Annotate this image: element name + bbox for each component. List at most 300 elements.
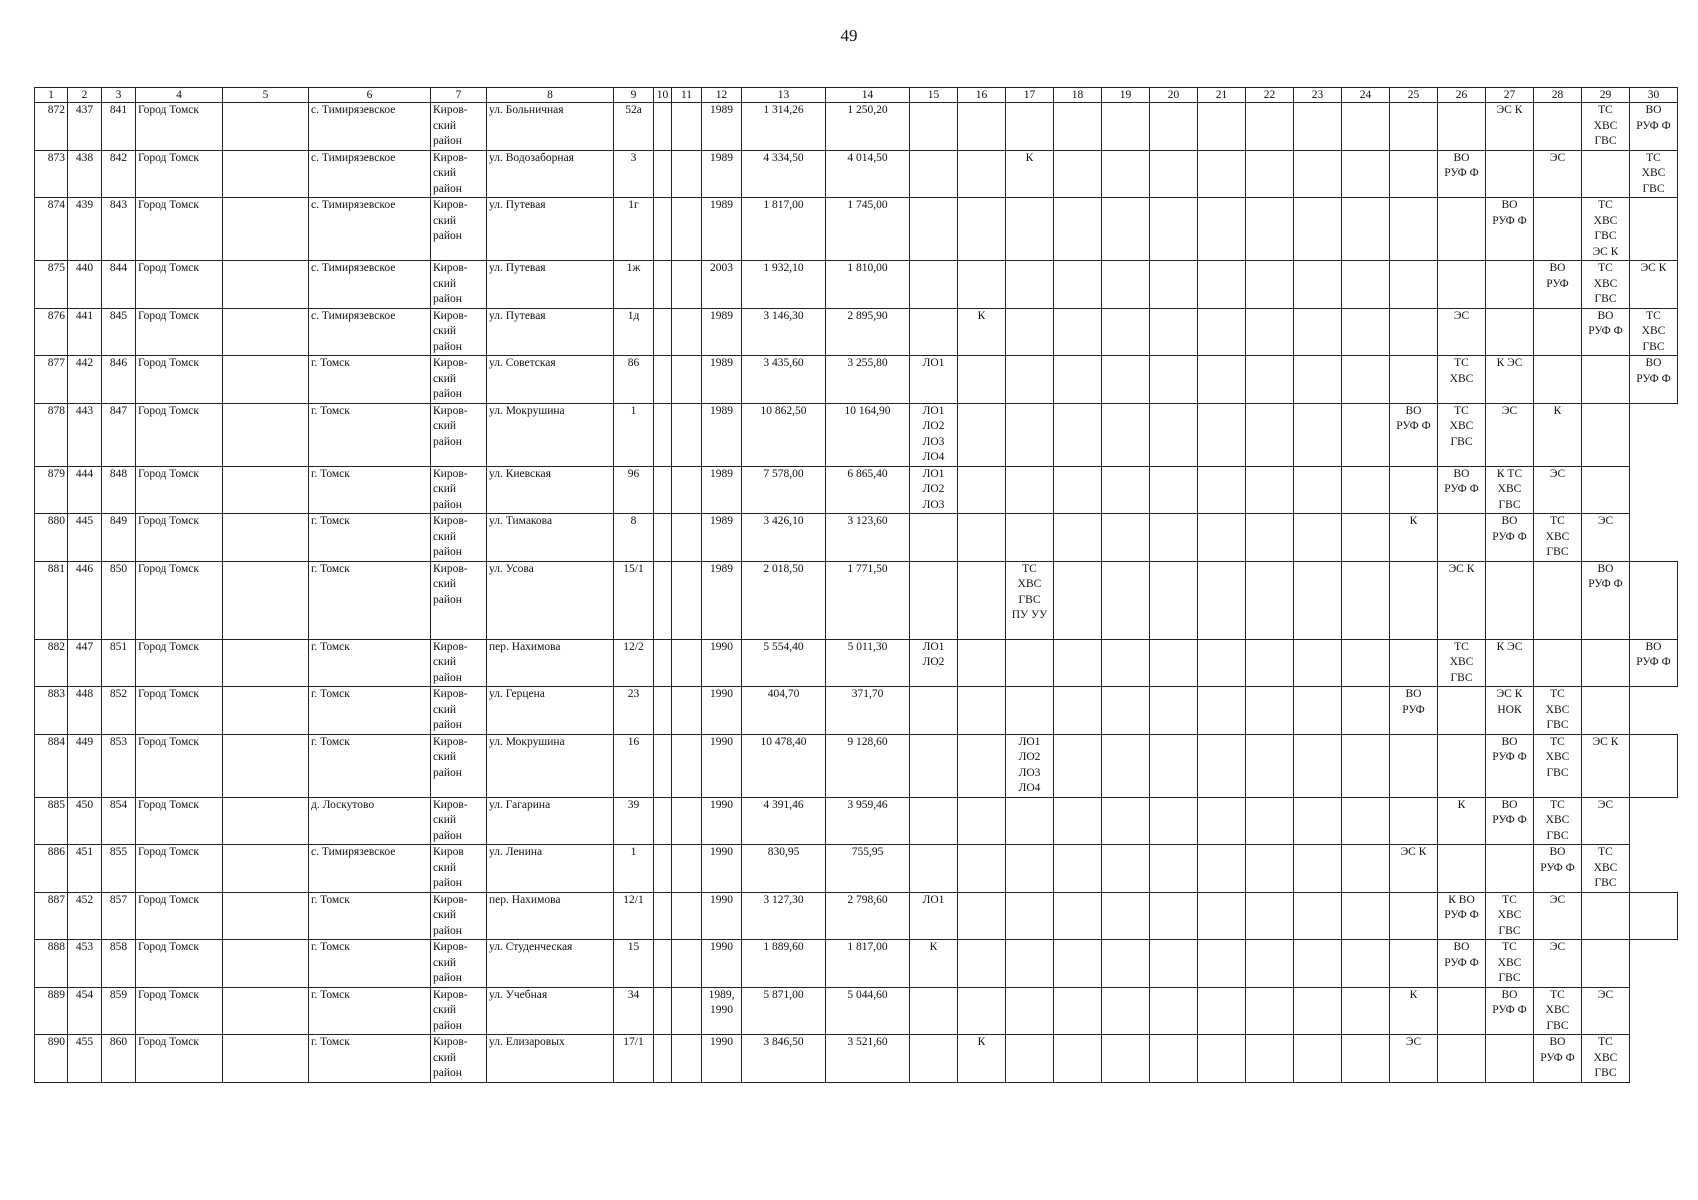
- table-cell: [1054, 356, 1102, 404]
- table-cell: [1342, 940, 1390, 988]
- table-cell: 39: [614, 797, 654, 845]
- table-cell: 86: [614, 356, 654, 404]
- table-cell: [1294, 687, 1342, 735]
- table-cell: 440: [68, 261, 102, 309]
- table-cell: с. Тимирязевское: [309, 845, 431, 893]
- table-cell: 1 932,10: [742, 261, 826, 309]
- column-header: 13: [742, 88, 826, 103]
- table-cell: 1989: [702, 561, 742, 639]
- table-cell: ТС ХВС ГВС: [1582, 103, 1630, 151]
- table-cell: 1989: [702, 103, 742, 151]
- table-cell: [223, 561, 309, 639]
- table-cell: К: [1006, 150, 1054, 198]
- table-cell: Киров- ский район: [431, 940, 487, 988]
- table-cell: 1 745,00: [826, 198, 910, 261]
- table-cell: [1006, 797, 1054, 845]
- table-cell: ЭС: [1582, 797, 1630, 845]
- table-cell: [1534, 561, 1582, 639]
- table-cell: ЭС: [1486, 403, 1534, 466]
- table-cell: ЭС: [1582, 514, 1630, 562]
- table-cell: 1д: [614, 308, 654, 356]
- table-cell: Киров- ский район: [431, 356, 487, 404]
- table-cell: [1102, 845, 1150, 893]
- table-cell: ТС ХВС ГВС: [1582, 845, 1630, 893]
- table-cell: 1 250,20: [826, 103, 910, 151]
- table-cell: [1054, 514, 1102, 562]
- table-cell: 1989: [702, 198, 742, 261]
- table-cell: [1486, 845, 1534, 893]
- table-cell: [654, 734, 672, 797]
- column-header: 2: [68, 88, 102, 103]
- table-cell: пер. Нахимова: [487, 639, 614, 687]
- table-cell: 859: [102, 987, 136, 1035]
- table-cell: [654, 639, 672, 687]
- table-cell: [1006, 103, 1054, 151]
- table-cell: 10 478,40: [742, 734, 826, 797]
- table-cell: Киров ский район: [431, 845, 487, 893]
- table-cell: [958, 466, 1006, 514]
- table-cell: ул. Путевая: [487, 261, 614, 309]
- table-cell: 890: [35, 1035, 68, 1083]
- table-cell: [1054, 797, 1102, 845]
- table-cell: [223, 797, 309, 845]
- table-cell: 872: [35, 103, 68, 151]
- table-cell: [1006, 687, 1054, 735]
- table-cell: Город Томск: [136, 198, 223, 261]
- table-cell: [1198, 940, 1246, 988]
- table-cell: [910, 797, 958, 845]
- table-cell: ТС ХВС ГВС: [1534, 514, 1582, 562]
- table-cell: 858: [102, 940, 136, 988]
- table-cell: [1342, 198, 1390, 261]
- table-cell: 437: [68, 103, 102, 151]
- table-cell: Город Томск: [136, 308, 223, 356]
- table-cell: 1989: [702, 308, 742, 356]
- table-cell: 5 011,30: [826, 639, 910, 687]
- table-cell: г. Томск: [309, 403, 431, 466]
- table-cell: [223, 261, 309, 309]
- table-cell: [1198, 687, 1246, 735]
- table-cell: [1006, 466, 1054, 514]
- table-cell: [1102, 356, 1150, 404]
- table-cell: 15/1: [614, 561, 654, 639]
- column-header: 14: [826, 88, 910, 103]
- table-cell: [1294, 1035, 1342, 1083]
- table-cell: [1102, 466, 1150, 514]
- table-cell: [1102, 403, 1150, 466]
- table-cell: Киров- ский район: [431, 797, 487, 845]
- table-cell: [1390, 103, 1438, 151]
- column-header: 24: [1342, 88, 1390, 103]
- table-cell: ТС ХВС ГВС: [1438, 639, 1486, 687]
- table-cell: [910, 734, 958, 797]
- table-row: [35, 198, 1678, 261]
- table-cell: ТС ХВС ГВС: [1582, 1035, 1630, 1083]
- table-cell: ул. Путевая: [487, 198, 614, 261]
- table-cell: 9 128,60: [826, 734, 910, 797]
- table-cell: Город Томск: [136, 403, 223, 466]
- table-cell: 854: [102, 797, 136, 845]
- table-cell: [1342, 261, 1390, 309]
- table-body: [35, 103, 1678, 1083]
- table-cell: 10 164,90: [826, 403, 910, 466]
- table-cell: 844: [102, 261, 136, 309]
- table-cell: [958, 403, 1006, 466]
- table-cell: К: [1390, 987, 1438, 1035]
- table-cell: 12/2: [614, 639, 654, 687]
- table-cell: 878: [35, 403, 68, 466]
- table-cell: [672, 797, 702, 845]
- table-cell: 755,95: [826, 845, 910, 893]
- table-row: [35, 308, 1678, 356]
- table-cell: ЛО1: [910, 892, 958, 940]
- table-cell: [958, 150, 1006, 198]
- table-cell: [1246, 940, 1294, 988]
- table-cell: ТС ХВС ГВС: [1630, 308, 1678, 356]
- table-cell: [1102, 514, 1150, 562]
- table-cell: ТС ХВС ГВС: [1438, 403, 1486, 466]
- table-cell: ЛО1 ЛО2 ЛО3 ЛО4: [910, 403, 958, 466]
- table-cell: 857: [102, 892, 136, 940]
- table-cell: [672, 892, 702, 940]
- table-cell: 1990: [702, 639, 742, 687]
- table-cell: [1342, 103, 1390, 151]
- table-cell: ЛО1 ЛО2 ЛО3 ЛО4: [1006, 734, 1054, 797]
- table-cell: [1534, 356, 1582, 404]
- table-row: [35, 940, 1678, 988]
- table-cell: 860: [102, 1035, 136, 1083]
- table-cell: [1198, 198, 1246, 261]
- table-cell: [672, 845, 702, 893]
- table-cell: ЭС: [1390, 1035, 1438, 1083]
- table-cell: [1198, 403, 1246, 466]
- table-cell: [223, 687, 309, 735]
- table-cell: [1294, 198, 1342, 261]
- table-cell: К ЭС: [1486, 639, 1534, 687]
- table-cell: ЛО1: [910, 356, 958, 404]
- table-cell: [910, 987, 958, 1035]
- table-cell: [672, 639, 702, 687]
- table-cell: ВО РУФ Ф: [1438, 466, 1486, 514]
- table-cell: ТС ХВС ГВС ЭС К: [1582, 198, 1630, 261]
- table-cell: [1534, 198, 1582, 261]
- table-cell: [1342, 1035, 1390, 1083]
- table-cell: [223, 987, 309, 1035]
- table-cell: ул. Больничная: [487, 103, 614, 151]
- table-cell: ВО РУФ Ф: [1486, 514, 1534, 562]
- table-row: [35, 639, 1678, 687]
- table-cell: ВО РУФ Ф: [1534, 845, 1582, 893]
- table-cell: [1054, 639, 1102, 687]
- table-cell: [910, 150, 958, 198]
- column-header: 6: [309, 88, 431, 103]
- table-cell: [654, 466, 672, 514]
- table-cell: [1006, 198, 1054, 261]
- table-cell: 4 014,50: [826, 150, 910, 198]
- table-cell: ВО РУФ Ф: [1534, 1035, 1582, 1083]
- table-cell: [1102, 308, 1150, 356]
- table-cell: [1150, 308, 1198, 356]
- table-cell: Киров- ский район: [431, 198, 487, 261]
- table-cell: 2 798,60: [826, 892, 910, 940]
- table-cell: [1390, 261, 1438, 309]
- table-cell: [1390, 150, 1438, 198]
- table-cell: 450: [68, 797, 102, 845]
- table-cell: 879: [35, 466, 68, 514]
- table-cell: [1246, 150, 1294, 198]
- table-cell: Город Томск: [136, 103, 223, 151]
- table-cell: 23: [614, 687, 654, 735]
- table-cell: ВО РУФ Ф: [1630, 356, 1678, 404]
- table-cell: ТС ХВС ГВС: [1486, 940, 1534, 988]
- table-cell: 1990: [702, 845, 742, 893]
- column-header: 9: [614, 88, 654, 103]
- table-cell: 445: [68, 514, 102, 562]
- table-cell: 881: [35, 561, 68, 639]
- table-row: [35, 403, 1678, 466]
- table-cell: 442: [68, 356, 102, 404]
- table-cell: 5 554,40: [742, 639, 826, 687]
- table-cell: [1294, 639, 1342, 687]
- table-cell: ул. Студенческая: [487, 940, 614, 988]
- table-cell: [1198, 1035, 1246, 1083]
- table-cell: 5 871,00: [742, 987, 826, 1035]
- table-cell: [958, 639, 1006, 687]
- table-cell: ул. Усова: [487, 561, 614, 639]
- table-cell: [1246, 356, 1294, 404]
- table-cell: 877: [35, 356, 68, 404]
- table-cell: 96: [614, 466, 654, 514]
- table-cell: 3 255,80: [826, 356, 910, 404]
- table-cell: ЛО1 ЛО2 ЛО3: [910, 466, 958, 514]
- table-cell: [1150, 940, 1198, 988]
- page-number: 49: [840, 26, 858, 45]
- table-cell: [1294, 308, 1342, 356]
- table-cell: [1486, 150, 1534, 198]
- table-cell: [223, 103, 309, 151]
- table-cell: [1630, 561, 1678, 639]
- table-cell: [223, 466, 309, 514]
- table-cell: 10 862,50: [742, 403, 826, 466]
- table-cell: [910, 308, 958, 356]
- table-cell: 3 123,60: [826, 514, 910, 562]
- table-cell: 371,70: [826, 687, 910, 735]
- table-cell: [1294, 403, 1342, 466]
- table-cell: 1990: [702, 734, 742, 797]
- table-cell: [958, 687, 1006, 735]
- column-header: 12: [702, 88, 742, 103]
- table-cell: [1102, 103, 1150, 151]
- table-cell: [1054, 987, 1102, 1035]
- table-cell: [1294, 261, 1342, 309]
- table-cell: 15: [614, 940, 654, 988]
- table-cell: 1990: [702, 940, 742, 988]
- table-cell: К: [1390, 514, 1438, 562]
- table-cell: Киров- ский район: [431, 561, 487, 639]
- column-header: 18: [1054, 88, 1102, 103]
- table-cell: ЭС К: [1630, 261, 1678, 309]
- table-cell: ТС ХВС: [1438, 356, 1486, 404]
- table-cell: 6 865,40: [826, 466, 910, 514]
- table-cell: [1246, 561, 1294, 639]
- table-cell: г. Томск: [309, 561, 431, 639]
- table-cell: 34: [614, 987, 654, 1035]
- table-cell: 876: [35, 308, 68, 356]
- table-cell: [910, 103, 958, 151]
- table-cell: [1102, 734, 1150, 797]
- table-cell: 17/1: [614, 1035, 654, 1083]
- table-cell: [1294, 561, 1342, 639]
- table-cell: [672, 308, 702, 356]
- table-cell: [1630, 734, 1678, 797]
- table-cell: Киров- ский район: [431, 639, 487, 687]
- table-cell: 851: [102, 639, 136, 687]
- table-cell: 16: [614, 734, 654, 797]
- table-cell: [1342, 734, 1390, 797]
- table-cell: [1198, 150, 1246, 198]
- table-cell: [1198, 514, 1246, 562]
- table-cell: [1006, 514, 1054, 562]
- table-cell: [1006, 845, 1054, 893]
- table-cell: Город Томск: [136, 150, 223, 198]
- table-row: [35, 734, 1678, 797]
- table-cell: [654, 308, 672, 356]
- table-cell: ЭС: [1534, 466, 1582, 514]
- table-cell: [1582, 639, 1630, 687]
- table-cell: [1390, 734, 1438, 797]
- table-cell: 886: [35, 845, 68, 893]
- table-cell: [1054, 1035, 1102, 1083]
- table-cell: 888: [35, 940, 68, 988]
- table-cell: ЭС К: [1438, 561, 1486, 639]
- table-cell: 1 889,60: [742, 940, 826, 988]
- table-cell: г. Томск: [309, 987, 431, 1035]
- table-cell: [1102, 561, 1150, 639]
- table-cell: [672, 356, 702, 404]
- table-cell: г. Томск: [309, 1035, 431, 1083]
- table-cell: [1630, 892, 1678, 940]
- table-cell: ВО РУФ: [1534, 261, 1582, 309]
- table-cell: [654, 561, 672, 639]
- table-cell: 444: [68, 466, 102, 514]
- table-cell: [1342, 687, 1390, 735]
- table-cell: [910, 514, 958, 562]
- table-cell: [654, 987, 672, 1035]
- table-cell: [1342, 150, 1390, 198]
- table-cell: Город Томск: [136, 845, 223, 893]
- table-cell: Киров- ский район: [431, 892, 487, 940]
- table-cell: [654, 356, 672, 404]
- table-cell: [1246, 687, 1294, 735]
- table-cell: [1054, 687, 1102, 735]
- table-cell: [672, 198, 702, 261]
- table-cell: [1390, 892, 1438, 940]
- table-cell: [1150, 687, 1198, 735]
- table-cell: [1006, 639, 1054, 687]
- register-table: [34, 87, 1678, 1083]
- table-row: [35, 261, 1678, 309]
- table-cell: [1006, 261, 1054, 309]
- table-cell: [1246, 987, 1294, 1035]
- column-header: 3: [102, 88, 136, 103]
- table-cell: Киров- ский район: [431, 514, 487, 562]
- table-cell: 850: [102, 561, 136, 639]
- table-cell: г. Томск: [309, 892, 431, 940]
- table-cell: К: [958, 1035, 1006, 1083]
- table-cell: 443: [68, 403, 102, 466]
- table-cell: [1390, 797, 1438, 845]
- column-header: 29: [1582, 88, 1630, 103]
- table-cell: [1054, 561, 1102, 639]
- table-cell: К: [1438, 797, 1486, 845]
- table-cell: 7 578,00: [742, 466, 826, 514]
- table-cell: ЭС: [1534, 892, 1582, 940]
- table-cell: [1630, 198, 1678, 261]
- table-cell: [1198, 987, 1246, 1035]
- table-cell: [910, 198, 958, 261]
- table-cell: г. Томск: [309, 687, 431, 735]
- table-row: [35, 150, 1678, 198]
- table-row: [35, 797, 1678, 845]
- table-row: [35, 466, 1678, 514]
- table-cell: ул. Елизаровых: [487, 1035, 614, 1083]
- table-cell: 846: [102, 356, 136, 404]
- table-cell: 843: [102, 198, 136, 261]
- table-cell: [1102, 150, 1150, 198]
- column-header: 7: [431, 88, 487, 103]
- table-cell: 447: [68, 639, 102, 687]
- table-cell: 3 521,60: [826, 1035, 910, 1083]
- table-cell: 1989: [702, 150, 742, 198]
- table-cell: [1102, 940, 1150, 988]
- table-cell: ул. Мокрушина: [487, 734, 614, 797]
- table-cell: [1102, 797, 1150, 845]
- column-header: 23: [1294, 88, 1342, 103]
- table-cell: 873: [35, 150, 68, 198]
- table-cell: [1342, 356, 1390, 404]
- table-row: [35, 103, 1678, 151]
- table-cell: [958, 845, 1006, 893]
- table-cell: [1294, 940, 1342, 988]
- table-cell: [1534, 639, 1582, 687]
- table-cell: Город Томск: [136, 639, 223, 687]
- table-cell: ТС ХВС ГВС ПУ УУ: [1006, 561, 1054, 639]
- table-cell: [910, 687, 958, 735]
- table-cell: 52а: [614, 103, 654, 151]
- table-cell: [672, 103, 702, 151]
- table-cell: 12/1: [614, 892, 654, 940]
- table-cell: 889: [35, 987, 68, 1035]
- table-cell: 1 314,26: [742, 103, 826, 151]
- table-cell: [1006, 356, 1054, 404]
- table-cell: [672, 466, 702, 514]
- table-cell: [958, 356, 1006, 404]
- table-cell: ул. Тимакова: [487, 514, 614, 562]
- table-cell: 1989: [702, 403, 742, 466]
- table-cell: Киров- ский район: [431, 150, 487, 198]
- table-cell: [672, 150, 702, 198]
- table-cell: [1150, 356, 1198, 404]
- table-cell: 3 426,10: [742, 514, 826, 562]
- table-cell: [1054, 103, 1102, 151]
- table-cell: [1150, 514, 1198, 562]
- table-cell: [1486, 1035, 1534, 1083]
- table-cell: К: [1534, 403, 1582, 466]
- table-cell: [1342, 639, 1390, 687]
- table-cell: [1198, 734, 1246, 797]
- table-cell: [1390, 198, 1438, 261]
- table-cell: [1102, 261, 1150, 309]
